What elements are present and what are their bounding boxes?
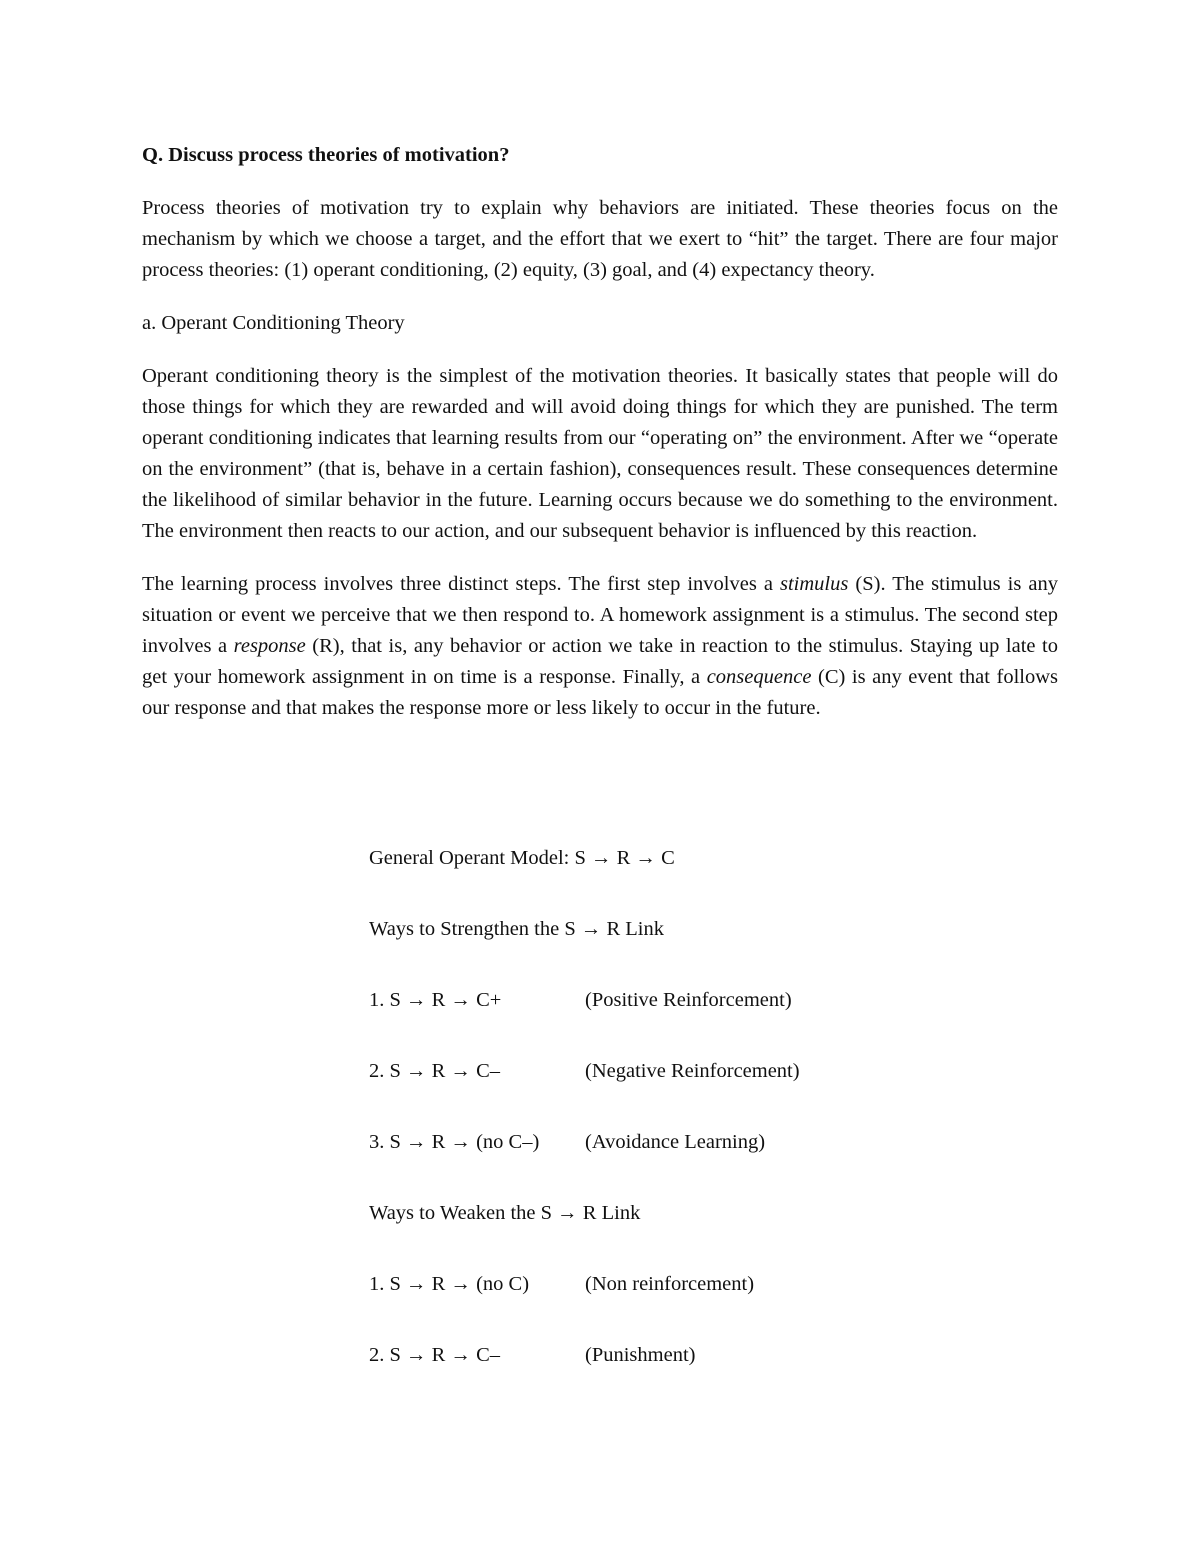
weaken-label: (Punishment) bbox=[585, 1344, 696, 1366]
operant-paragraph: Operant conditioning theory is the simplest of the motivation theories. It basically states that people will do those things for which they are rewarded and will avoid doing things for which they are punished. The term operant conditioning indicates that learning results from our “operating on” the environment. After we “operate on the environment” (that is, behave in a certain fashion), consequences result. These consequences determine the likelihood of similar behavior in the future. Learning occurs because we do something to the environment. The environment then reacts to our action, and our subsequent behavior is influenced by this reaction. bbox=[142, 365, 1058, 542]
document-body bbox=[142, 140, 1058, 746]
strengthen-label: (Positive Reinforcement) bbox=[585, 989, 792, 1011]
section-title: a. Operant Conditioning Theory bbox=[142, 312, 405, 334]
learning-process-paragraph bbox=[142, 569, 1058, 724]
question-heading: Q. Discuss process theories of motivation? bbox=[142, 144, 510, 166]
strengthen-item bbox=[369, 1056, 1069, 1087]
weaken-label: (Non reinforcement) bbox=[585, 1273, 755, 1295]
intro-paragraph: Process theories of motivation try to explain why behaviors are initiated. These theories focus on the mechanism by which we choose a target, and the effort that we exert to “hit” the target. There are four major process theories: (1) operant conditioning, (2) equity, (3) goal, and (4) expectancy theory. bbox=[142, 197, 1058, 281]
weaken-item bbox=[369, 1340, 1069, 1371]
strengthen-formula: 1. S → R → C+ bbox=[369, 989, 502, 1011]
response-term: response bbox=[233, 635, 306, 657]
stimulus-term: stimulus bbox=[780, 573, 849, 595]
general-model-line: General Operant Model: S → R → C bbox=[369, 847, 675, 869]
weaken-title: Ways to Weaken the S → R Link bbox=[369, 1202, 641, 1224]
learning-text-2: (S). The stimulus is any situation or event we perceive that we then respond to. A homework assignment is a stimulus. The second step involves a bbox=[142, 573, 1058, 657]
strengthen-formula: 3. S → R → (no C–) bbox=[369, 1131, 540, 1153]
consequence-term: consequence bbox=[706, 666, 812, 688]
strengthen-formula: 2. S → R → C– bbox=[369, 1060, 500, 1082]
operant-model-block bbox=[369, 843, 1069, 1371]
strengthen-item bbox=[369, 1127, 1069, 1158]
weaken-formula: 1. S → R → (no C) bbox=[369, 1273, 530, 1295]
learning-text-1: The learning process involves three distinct steps. The first step involves a bbox=[142, 573, 780, 595]
strengthen-item bbox=[369, 985, 1069, 1016]
strengthen-label: (Avoidance Learning) bbox=[585, 1131, 766, 1153]
weaken-item bbox=[369, 1269, 1069, 1300]
weaken-formula: 2. S → R → C– bbox=[369, 1344, 500, 1366]
learning-text-4: (C) is any event that follows our response and that makes the response more or less likely to occur in the future. bbox=[142, 666, 1059, 719]
strengthen-label: (Negative Reinforcement) bbox=[585, 1060, 800, 1082]
strengthen-title: Ways to Strengthen the S → R Link bbox=[369, 918, 665, 940]
learning-text-3: (R), that is, any behavior or action we take in reaction to the stimulus. Staying up late to get your homework assignment in on time is a response. Finally, a bbox=[142, 635, 1058, 688]
